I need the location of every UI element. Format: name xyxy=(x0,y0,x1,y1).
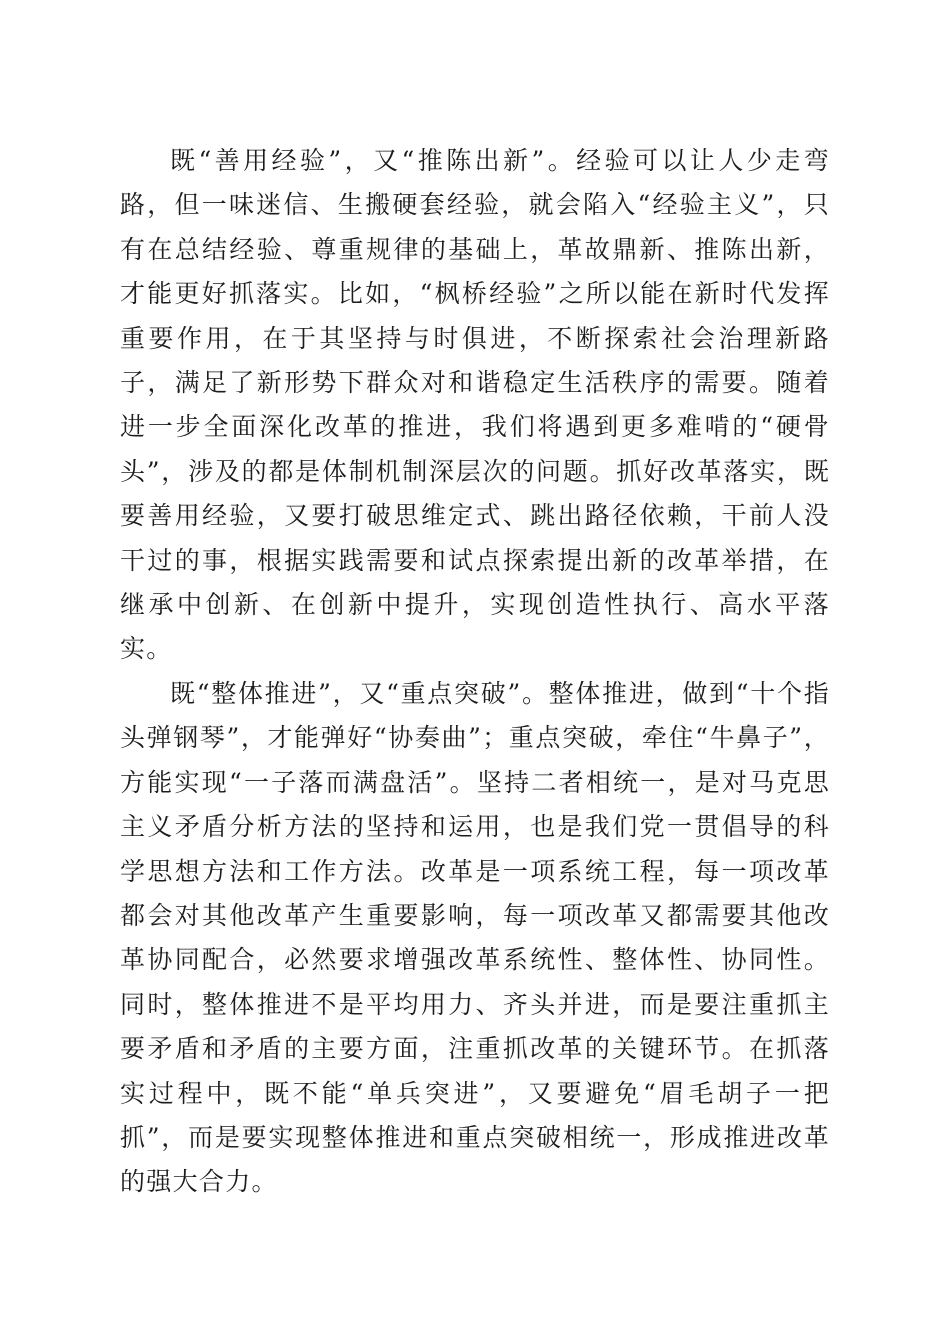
paragraph-experience-innovation: 既“善用经验”，又“推陈出新”。经验可以让人少走弯路，但一味迷信、生搬硬套经验，就会陷入“经验主义”，只有在总结经验、尊重规律的基础上，革故鼎新、推陈出新，才能更好抓落实。比如，“枫桥经验”之所以能在新时代发挥重要作用，在于其坚持与时俱进，不断探索社会治理新路子，满足了新形势下群众对和谐稳定生活秩序的需要。随着进一步全面深化改革的推进，我们将遇到更多难啃的“硬骨头”，涉及的都是体制机制深层次的问题。抓好改革落实，既要善用经验，又要打破思维定式、跳出路径依赖，干前人没干过的事，根据实践需要和试点探索提出新的改革举措，在继承中创新、在创新中提升，实现创造性执行、高水平落实。 xyxy=(120,146,830,664)
document-body xyxy=(120,139,830,1205)
paragraph-overall-breakthrough: 既“整体推进”，又“重点突破”。整体推进，做到“十个指头弹钢琴”，才能弹好“协奏曲”；重点突破，牵住“牛鼻子”，方能实现“一子落而满盘活”。坚持二者相统一，是对马克思主义矛盾分析方法的坚持和运用，也是我们党一贯倡导的科学思想方法和工作方法。改革是一项系统工程，每一项改革都会对其他改革产生重要影响，每一项改革又都需要其他改革协同配合，必然要求增强改革系统性、整体性、协同性。同时，整体推进不是平均用力、齐头并进，而是要注重抓主要矛盾和矛盾的主要方面，注重抓改革的关键环节。在抓落实过程中，既不能“单兵突进”，又要避免“眉毛胡子一把抓”，而是要实现整体推进和重点突破相统一，形成推进改革的强大合力。 xyxy=(120,678,830,1197)
